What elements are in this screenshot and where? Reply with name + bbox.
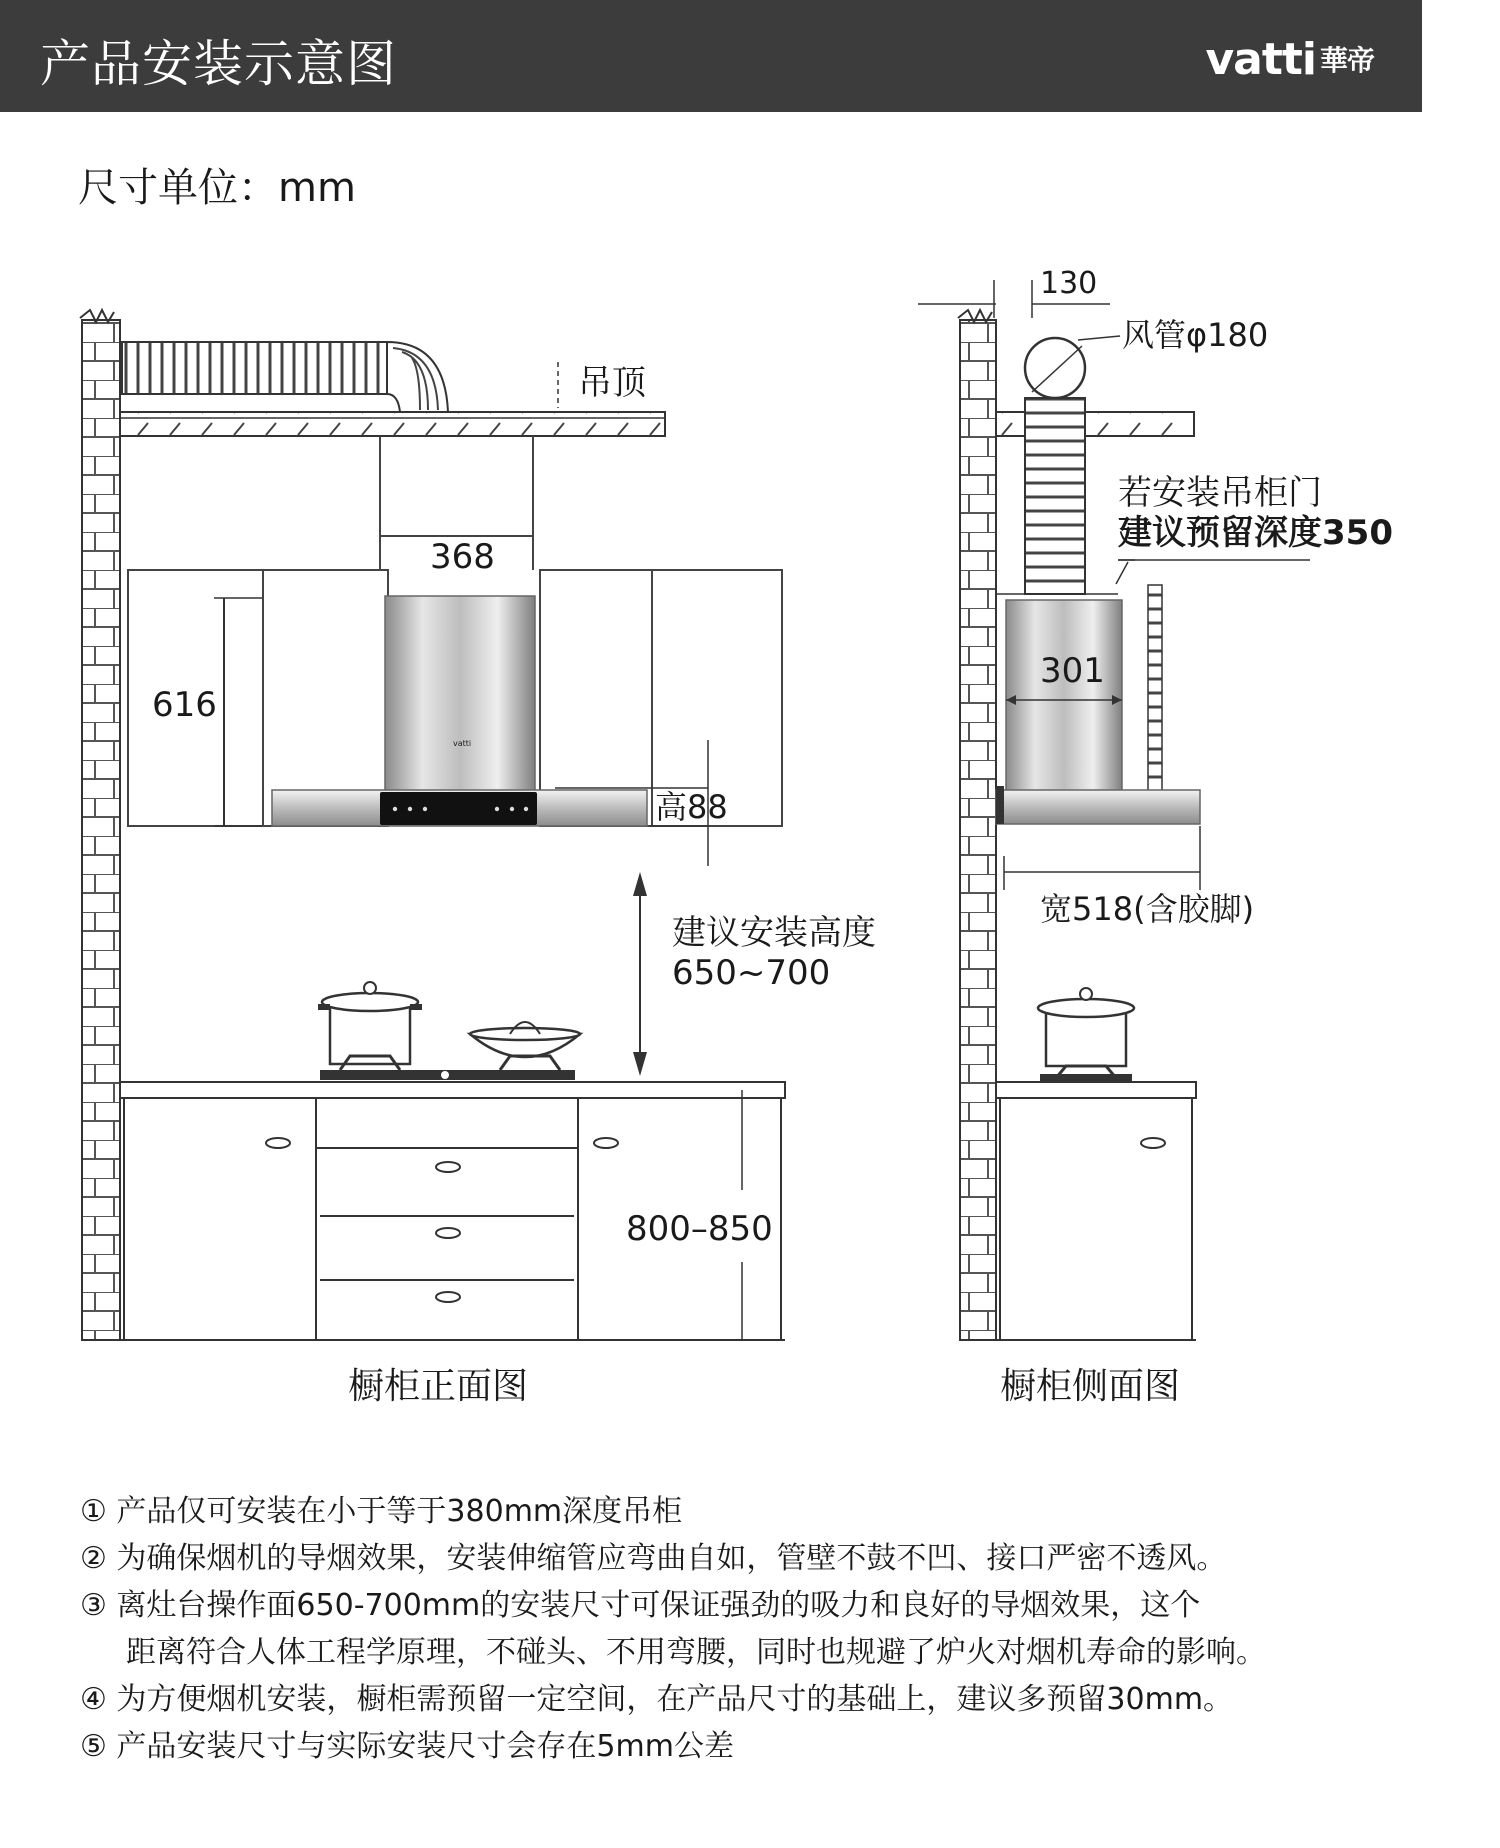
cooking-pot bbox=[318, 982, 422, 1064]
front-wall bbox=[82, 320, 120, 1340]
front-view-caption: 橱柜正面图 bbox=[347, 1366, 529, 1407]
hood-chimney bbox=[385, 596, 535, 792]
side-cabinet-handle bbox=[1141, 1138, 1165, 1148]
counter-height-label: 800–850 bbox=[626, 1209, 773, 1249]
front-view bbox=[80, 310, 876, 1407]
brand-logo: vatti 華帝 bbox=[1205, 34, 1374, 85]
flex-duct bbox=[122, 342, 387, 394]
control-button-6[interactable] bbox=[524, 807, 528, 811]
drawer-handle-2 bbox=[436, 1228, 460, 1238]
upper-cabinet-left-inner bbox=[263, 570, 388, 826]
ceiling-slab bbox=[120, 412, 665, 436]
control-button-3[interactable] bbox=[423, 807, 427, 811]
control-button-1[interactable] bbox=[393, 807, 397, 811]
side-view bbox=[918, 266, 1393, 1407]
note-3-continued: 距离符合人体工程学原理，不碰头、不用弯腰，同时也规避了炉火对烟机寿命的影响。 bbox=[126, 1635, 1266, 1670]
width-368-label: 368 bbox=[430, 537, 495, 577]
side-flex-duct bbox=[1025, 398, 1085, 594]
side-base-cabinet bbox=[1000, 1098, 1192, 1340]
control-button-2[interactable] bbox=[408, 807, 412, 811]
control-button-5[interactable] bbox=[510, 807, 514, 811]
hood-brand-mark: vatti bbox=[453, 739, 472, 748]
height-616-label: 616 bbox=[152, 685, 217, 725]
side-hood-panel bbox=[996, 790, 1200, 824]
wok bbox=[470, 1022, 580, 1057]
drawer-handle-3 bbox=[436, 1292, 460, 1302]
drawer-handle-1 bbox=[436, 1162, 460, 1172]
control-button-4[interactable] bbox=[495, 807, 499, 811]
duct-label: 风管φ180 bbox=[1122, 316, 1269, 354]
cabinet-door-edge bbox=[1148, 585, 1162, 793]
page-title: 产品安装示意图 bbox=[40, 35, 397, 93]
side-cooking-pot bbox=[1038, 988, 1134, 1082]
width-518-label: 宽518(含胶脚) bbox=[1040, 890, 1255, 928]
note-2: ② 为确保烟机的导烟效果，安装伸缩管应弯曲自如，管壁不鼓不凹、接口严密不透风。 bbox=[80, 1541, 1227, 1576]
cabinet-handle-left bbox=[266, 1138, 290, 1148]
installation-notes bbox=[80, 1488, 1460, 1770]
note-4: ④ 为方便烟机安装，橱柜需预留一定空间，在产品尺寸的基础上，建议多预留30mm。 bbox=[80, 1682, 1234, 1717]
note-5: ⑤ 产品安装尺寸与实际安装尺寸会存在5mm公差 bbox=[80, 1729, 734, 1764]
cabinet-handle-right bbox=[594, 1138, 618, 1148]
ceiling-label: 吊顶 bbox=[578, 363, 646, 403]
install-height-title: 建议安装高度 bbox=[672, 913, 876, 953]
panel-height-label: 高88 bbox=[655, 788, 728, 826]
offset-130-label: 130 bbox=[1040, 266, 1098, 301]
side-hood-chimney bbox=[1006, 600, 1122, 792]
base-cabinet-drawers bbox=[316, 1098, 578, 1340]
note-1: ① 产品仅可安装在小于等于380mm深度吊柜 bbox=[80, 1494, 683, 1529]
unit-label: 尺寸单位：mm bbox=[78, 165, 356, 211]
countertop bbox=[120, 1082, 785, 1098]
side-countertop bbox=[996, 1082, 1196, 1098]
install-height-value: 650~700 bbox=[672, 953, 831, 993]
depth-note-line2: 建议预留深度350 bbox=[1118, 513, 1393, 553]
depth-note-line1: 若安装吊柜门 bbox=[1118, 473, 1322, 513]
side-view-caption: 橱柜侧面图 bbox=[999, 1366, 1181, 1407]
note-3: ③ 离灶台操作面650-700mm的安装尺寸可保证强劲的吸力和良好的导烟效果，这个 bbox=[80, 1588, 1201, 1623]
duct-cross-section bbox=[1025, 338, 1085, 398]
base-cabinet-left bbox=[124, 1098, 316, 1340]
side-wall bbox=[960, 320, 996, 1340]
depth-301-label: 301 bbox=[1040, 651, 1105, 691]
